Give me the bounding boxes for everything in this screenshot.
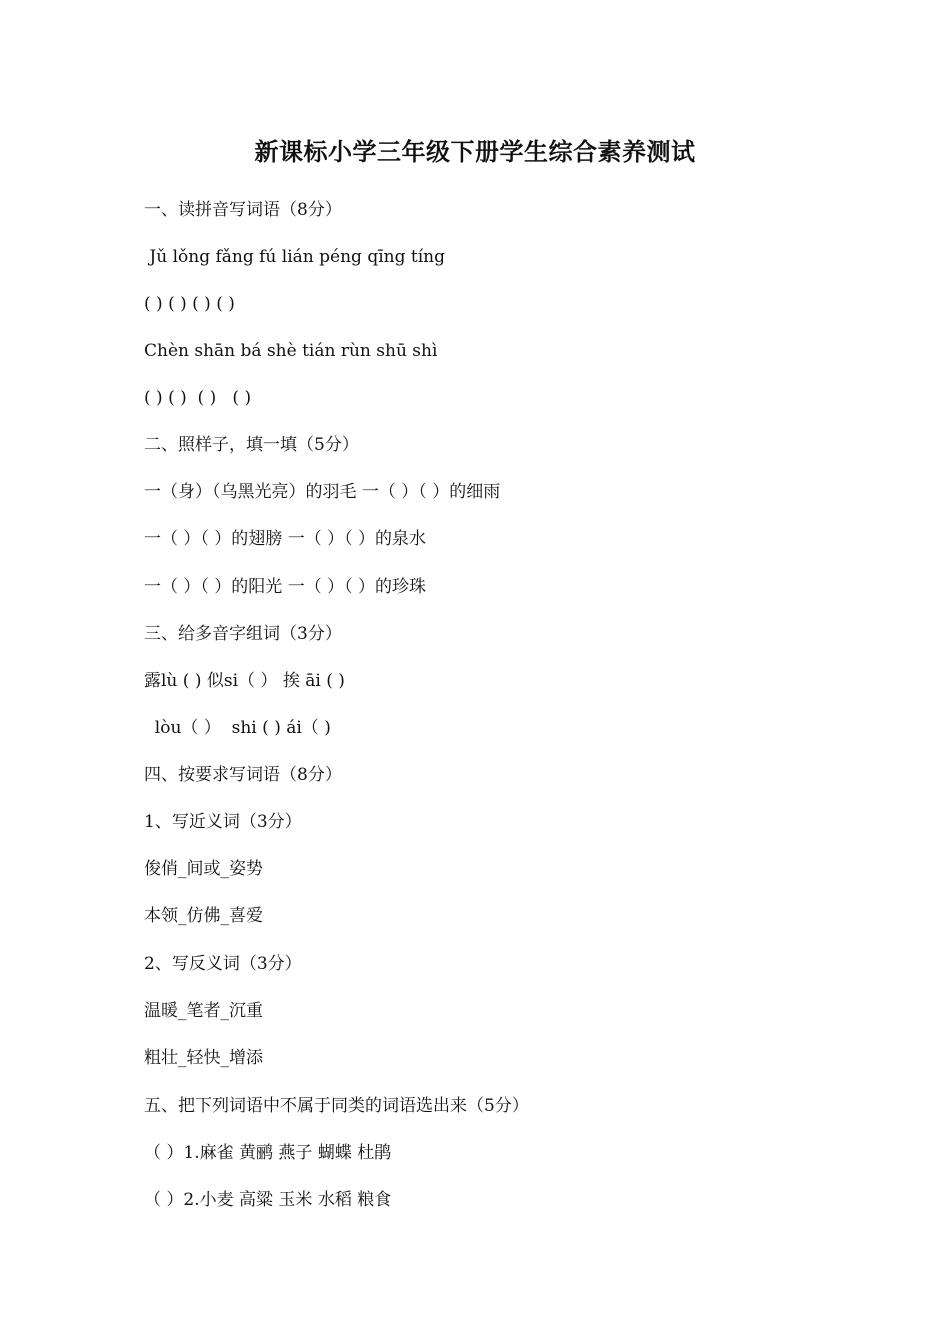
- section-5-heading: 五、把下列词语中不属于同类的词语选出来（5分）: [144, 1096, 529, 1116]
- synonym-row-2: 本领_仿佛_喜爱: [144, 906, 263, 926]
- antonym-row-2: 粗壮_轻快_增添: [144, 1048, 263, 1068]
- section-4-heading: 四、按要求写词语（8分）: [144, 765, 342, 785]
- section-3-heading: 三、给多音字组词（3分）: [144, 624, 342, 644]
- synonym-row-1: 俊俏_间或_姿势: [144, 859, 263, 879]
- page-title: 新课标小学三年级下册学生综合素养测试: [254, 137, 696, 166]
- answer-blanks-row-2: ( ) ( ) ( ) ( ): [144, 388, 252, 408]
- section-2-heading: 二、照样子，填一填（5分）: [144, 435, 359, 455]
- polyphone-row-2: lòu（ ） shi ( ) ái（ ): [144, 718, 331, 738]
- synonym-subheading: 1、写近义词（3分）: [144, 812, 302, 832]
- odd-one-out-row-2: （ ）2.小麦 高粱 玉米 水稻 粮食: [144, 1190, 392, 1210]
- fill-in-row-2: 一（ ）（ ）的翅膀 一（ ）（ ）的泉水: [144, 529, 427, 549]
- antonym-row-1: 温暖_笔者_沉重: [144, 1001, 263, 1021]
- fill-in-row-3: 一（ ）（ ）的阳光 一（ ）（ ）的珍珠: [144, 577, 427, 597]
- pinyin-row-2: Chèn shān bá shè tián rùn shū shì: [144, 341, 438, 361]
- antonym-subheading: 2、写反义词（3分）: [144, 954, 302, 974]
- answer-blanks-row-1: ( ) ( ) ( ) ( ): [144, 294, 235, 314]
- odd-one-out-row-1: （ ）1.麻雀 黄鹂 燕子 蝴蝶 杜鹃: [144, 1143, 392, 1163]
- pinyin-row-1: Jǔ lǒng fǎng fú lián péng qīng tíng: [144, 247, 445, 267]
- polyphone-row-1: 露lù ( ) 似si（ ） 挨 āi ( ): [144, 671, 345, 691]
- section-1-heading: 一、读拼音写词语（8分）: [144, 200, 342, 220]
- fill-in-row-1: 一（身）（乌黑光亮）的羽毛 一（ ）（ ）的细雨: [144, 482, 501, 502]
